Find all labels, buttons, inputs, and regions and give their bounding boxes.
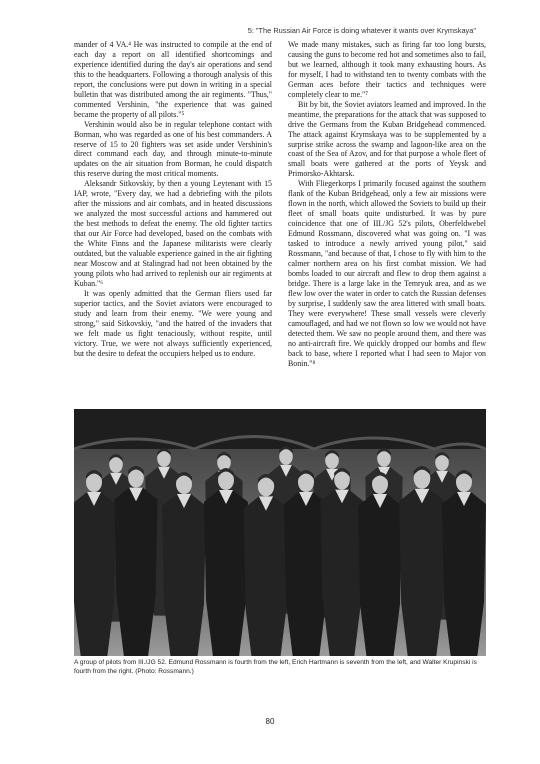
photo-caption: A group of pilots from III./JG 52. Edmund Rossmann is fourth from the left, Erich Hartmann is seventh from the left, and Walter Krupinski is fourth from the right. (Photo: Rossmann.) xyxy=(74,659,477,675)
running-head: 5: "The Russian Air Force is doing whatever it wants over Krymskaya" xyxy=(247,26,476,35)
pilot-figure xyxy=(320,468,363,656)
pilot-figure xyxy=(114,466,157,656)
paragraph: With Fliegerkorps I primarily focused against the southern flank of the Kuban Bridgehead, only a few air missions were flown in the north, which allowed the Soviets to build up their fleet of small boats quite undisturbed. It was by pure coincidence that one of III./JG 52's pilots, Oberfeldwebel Edmund Rossmann, discovered what was going on. "I was tasked to introduce a newly arrived young pilot," said Rossmann, "and because of that, I chose to fly with him to the calmer northern area on his first combat mission. We had bombs loaded to our aircraft and flew to drop them against a bridge. There is a large lake in the Temryuk area, and as we flew low over the water in order to catch the Russian defenses by surprise, I suddenly saw the area littered with small boats. They were everywhere! These small vessels were cleverly camouflaged, and had we not flown so low we would not have detected them. We saw no people around them, and there was no anti-aircraft fire. We quickly dropped our bombs and flew back to base, where I reported what I had seen to Major von Bonin."⁸ xyxy=(288,179,486,368)
paragraph: Bit by bit, the Soviet aviators learned and improved. In the meantime, the preparations for the attack that was supposed to drive the Germans from the Kuban Bridgehead commenced. The attack against Krymskaya was to be supplemented by a surprise strike across the swamp and lagoon-like area on the coast of the Sea of Azov, and for that purpose a whole fleet of small boats were gathered at the ports of Yeysk and Primorsko-Akhtarsk. xyxy=(288,99,486,179)
left-text-column xyxy=(74,40,272,359)
paragraph: Vershinin would also be in regular telephone contact with Borman, who was regarded as one of his best commanders. A reserve of 15 to 20 fighters was set aside under Vershinin's direct command each day, and through minute-to-minute updates on the air situation from Borman, he could dispatch this reserve during the most critical moments. xyxy=(74,119,272,179)
photo-illustration xyxy=(74,409,486,656)
group-photo xyxy=(74,409,486,656)
paragraph: Aleksandr Sitkovskiy, by then a young Leytenant with 15 IAP, wrote, "Every day, we had a debriefing with the pilots after the missions and air combats, and in heated discussions we analyzed the most successful actions and hammered out the best methods to defeat the enemy. The old fighter tactics that our Air Force had developed, based on the combats with the White Finns and the Japanese militarists were clearly outdated, but the valuable experience gained in the air fighting near Moscow and at Stalingrad had not been obtained by the young pilots who had arrived to replenish our air regiments at Kuban."⁶ xyxy=(74,179,272,288)
right-text-column xyxy=(288,40,486,368)
paragraph: It was openly admitted that the German fliers used far superior tactics, and the Soviet aviators were encouraged to study and learn from their enemy. "We were young and strong," said Sitkovskiy, "and the hatred of the invaders that we felt made us fight tenaciously, without respite, until victory. True, we were not always sufficiently experienced, but the desire to defeat the occupiers helped us to endure. xyxy=(74,288,272,358)
paragraph: mander of 4 VA.⁴ He was instructed to compile at the end of each day a report on all identified shortcomings and experience identified during the day's air operations and send this to the headquarters. Following a thorough analysis of this report, the conclusions were put down in writing in a special bulletin that was distributed among the air regiments. "Thus," commented Vershinin, "the experience that was gained became the property of all pilots."⁵ xyxy=(74,40,272,119)
page-number: 80 xyxy=(265,717,275,726)
paragraph: We made many mistakes, such as firing far too long bursts, causing the guns to become red hot and sometimes also to fail, but we learned, although it took many exhausting hours. As for myself, I had to withstand ten to twenty combats with the German aces before their tactics and techniques were completely clear to me."⁷ xyxy=(288,40,486,99)
